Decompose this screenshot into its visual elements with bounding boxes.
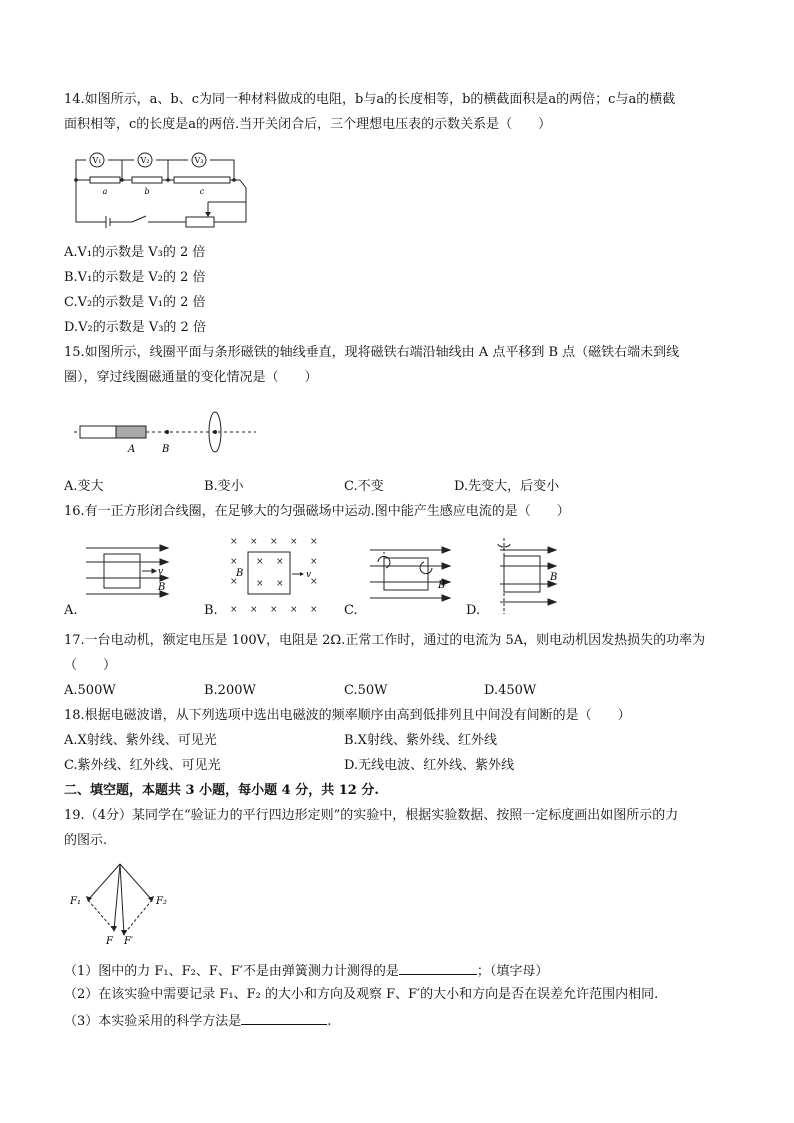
q19-force-figure (64, 860, 184, 950)
svg-text:×: × (250, 605, 258, 615)
q14-meter-v1: V₁ (92, 156, 102, 165)
q19-sub2: （2）在该实验中需要记录 F₁、F₂ 的大小和方向及观察 F、F′的大小和方向是否在误差允许范围内相同. (64, 987, 659, 1002)
q14-option-b: B.V₁的示数是 V₂的 2 倍 (64, 270, 206, 285)
svg-text:×: × (250, 537, 258, 547)
q18-stem: 18.根据电磁波谱，从下列选项中选出电磁波的频率顺序由高到低排列且中间没有间断的是（ ） (64, 708, 631, 723)
q14-option-d: D.V₂的示数是 V₃的 2 倍 (64, 320, 206, 335)
q15-magnet-figure (70, 404, 260, 464)
q16-label-b: B. (204, 603, 218, 618)
q18-option-a: A.X射线、紫外线、可见光 (64, 733, 217, 748)
q15-stem-line2: 圈），穿过线圈磁通量的变化情况是（ ） (64, 370, 318, 385)
q16-a-b-label: B (158, 582, 166, 593)
q17-stem-line2: （ ） (64, 658, 117, 673)
svg-text:×: × (310, 605, 318, 615)
q19-sub3 (64, 1011, 331, 1031)
svg-text:×: × (230, 605, 238, 615)
q15-point-a-label: A (128, 444, 136, 455)
svg-text:×: × (310, 557, 318, 567)
q16-figure-a (84, 538, 180, 610)
q19-f2-label: F₂ (156, 896, 167, 907)
q15-option-d: D.先变大，后变小 (454, 479, 560, 494)
q16-label-c: C. (344, 603, 358, 618)
q19-stem-line1: 19.（4分）某同学在“验证力的平行四边形定则”的实验中，根据实验数据、按照一定标度画出如图所示的力 (64, 808, 679, 823)
q19-stem-line2: 的图示. (64, 833, 108, 848)
q16-a-v-label: v (158, 567, 164, 577)
q16-stem: 16.有一正方形闭合线圈，在足够大的匀强磁场中运动.图中能产生感应电流的是（ ） (64, 504, 570, 519)
q15-point-b-label: B (162, 444, 170, 455)
q17-option-b: B.200W (204, 683, 256, 698)
q14-resistor-c-label: c (199, 187, 205, 196)
q16-figure-b (226, 534, 322, 616)
svg-text:×: × (270, 537, 278, 547)
section2-title: 二、填空题，本题共 3 小题，每小题 4 分，共 12 分. (64, 783, 379, 798)
q19-sub3-text: （3）本实验采用的科学方法是 (64, 1014, 242, 1029)
svg-text:×: × (290, 605, 298, 615)
q16-label-a: A. (64, 603, 78, 618)
q19-sub1-answer-blank[interactable] (399, 961, 477, 975)
q19-sub3-suffix: . (327, 1014, 332, 1029)
q14-meter-v3: V₃ (194, 156, 204, 165)
q14-resistor-b-label: b (144, 187, 150, 196)
svg-text:×: × (256, 557, 264, 567)
q14-resistor-a-label: a (102, 187, 108, 196)
q15-stem-line1: 15.如图所示，线圈平面与条形磁铁的轴线垂直，现将磁铁右端沿轴线由 A 点平移到 B 点（磁铁右端未到线 (64, 345, 680, 360)
q16-b-b-label: B (236, 568, 244, 579)
svg-text:×: × (270, 605, 278, 615)
q17-stem-line1: 17.一台电动机，额定电压是 100V，电阻是 2Ω.正常工作时，通过的电流为 5A，则电动机因发热损失的功率为 (64, 633, 706, 648)
q17-option-a: A.500W (64, 683, 116, 698)
q14-meter-v2: V₂ (140, 156, 150, 165)
q17-option-c: C.50W (344, 683, 388, 698)
q18-option-b: B.X射线、紫外线、红外线 (344, 733, 497, 748)
q19-sub1-suffix: ；（填字母） (476, 964, 549, 979)
q19-sub1-text: （1）图中的力 F₁、F₂、F、F′不是由弹簧测力计测得的是 (64, 964, 399, 979)
svg-text:×: × (310, 537, 318, 547)
q16-c-b-label: B (438, 580, 446, 591)
svg-text:×: × (276, 579, 284, 589)
q14-stem-line1: 14.如图所示，a、b、c为同一种材料做成的电阻，b与a的长度相等，b的横截面积是a的两倍；c与a的横截 (64, 92, 676, 107)
svg-text:×: × (290, 537, 298, 547)
q18-option-d: D.无线电波、红外线、紫外线 (344, 758, 515, 773)
q19-f-label: F (106, 936, 113, 947)
q16-d-b-label: B (550, 572, 558, 583)
svg-text:×: × (230, 537, 238, 547)
q19-sub1 (64, 961, 548, 981)
q18-option-c: C.紫外线、红外线、可见光 (64, 758, 221, 773)
svg-text:×: × (310, 577, 318, 587)
q15-option-b: B.变小 (204, 479, 244, 494)
svg-text:×: × (256, 579, 264, 589)
q16-figure-c (366, 538, 462, 614)
q14-option-c: C.V₂的示数是 V₁的 2 倍 (64, 295, 206, 310)
svg-text:×: × (276, 557, 284, 567)
q16-b-v-label: v (306, 570, 312, 580)
q16-figure-d (492, 534, 572, 618)
q14-circuit-figure (70, 148, 250, 230)
svg-text:×: × (230, 577, 238, 587)
q17-option-d: D.450W (484, 683, 537, 698)
q19-sub3-answer-blank[interactable] (241, 1011, 327, 1025)
q15-option-a: A.变大 (64, 479, 104, 494)
q14-option-a: A.V₁的示数是 V₃的 2 倍 (64, 245, 206, 260)
q16-label-d: D. (466, 603, 481, 618)
q15-option-c: C.不变 (344, 479, 384, 494)
q14-stem-line2: 面积相等，c的长度是a的两倍.当开关闭合后，三个理想电压表的示数关系是（ ） (64, 117, 552, 132)
svg-text:×: × (230, 557, 238, 567)
q19-fp-label: F′ (124, 936, 134, 947)
q19-f1-label: F₁ (70, 896, 81, 907)
